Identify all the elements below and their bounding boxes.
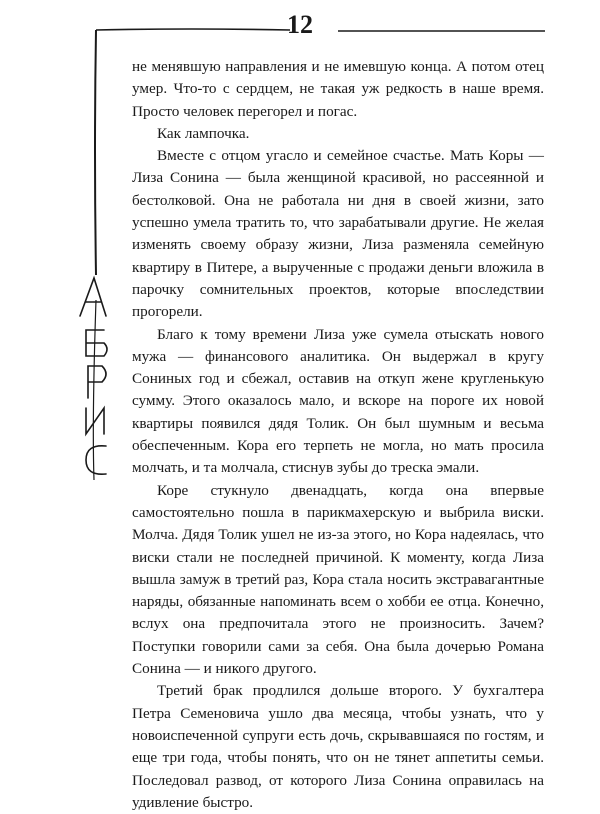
frame-left-tail [93, 300, 96, 480]
glyph-b [86, 330, 107, 356]
frame-left-rule [95, 30, 96, 275]
paragraph: Благо к тому времени Лиза уже сумела отыскать нового мужа — финансового аналитика. Он выдержал в кругу Сониных год и сбежал, оставив на откуп жене кругленькую сумму. Этого оказалось мало, и вскоре на пороге их новой квартиры появился дядя Толик. Он был шумным и весьма обеспеченным. Кора его терпеть не могла, но мать просила молчать, и та молчала, стиснув зубы до треска эмали. [132, 325, 544, 477]
glyph-s [86, 446, 106, 474]
paragraph: Как лампочка. [157, 124, 250, 142]
body-text [132, 56, 544, 814]
glyph-i [86, 408, 104, 434]
glyph-a [80, 278, 106, 316]
frame-top-rule [96, 29, 290, 30]
paragraph: Вместе с отцом угасло и семейное счастье. Мать Коры — Лиза Сонина — была женщиной красивой, но рассеянной и бестолковой. Она не работала ни дня в своей жизни, зато успешно умела тратить то, что зарабатывали другие. Не желая изменять своему образу жизни, Лиза разменяла семейную квартиру в Питере, а вырученные с продажи деньги вложила в парочку сомнительных проектов, которые впоследствии прогорели. [132, 147, 544, 321]
paragraph: не менявшую направления и не имевшую конца. А потом отец умер. Что-то с сердцем, не такая уж редкость в наше время. Просто человек перегорел и погас. [132, 58, 544, 120]
paragraph: Третий брак продлился дольше второго. У бухгалтера Петра Семеновича ушло два месяца, чтобы узнать, что у новоиспеченной супруги есть дочь, скрывавшаяся по гостям, и еще три года, чтобы понять, что он не тянет аппетиты семьи. Последовал развод, от которого Лиза Сонина оправилась на удивление быстро. [132, 682, 544, 811]
paragraph: Коре стукнуло двенадцать, когда она впервые самостоятельно пошла в парикмахерскую и выбрила виски. Молча. Дядя Толик ушел не из-за этого, но Кора надеялась, что виски стали не последней причиной. К моменту, когда Лиза вышла замуж в третий раз, Кора стала носить экстравагантные наряды, обязанные напоминать всем о хобби ее отца. Конечно, вслух она предпочитала этого не произносить. Зачем? Поступки говорили сами за себя. Она была дочерью Романа Сонина — и никого другого. [132, 481, 544, 678]
glyph-r [88, 366, 106, 398]
page-number: 12 [287, 10, 313, 39]
